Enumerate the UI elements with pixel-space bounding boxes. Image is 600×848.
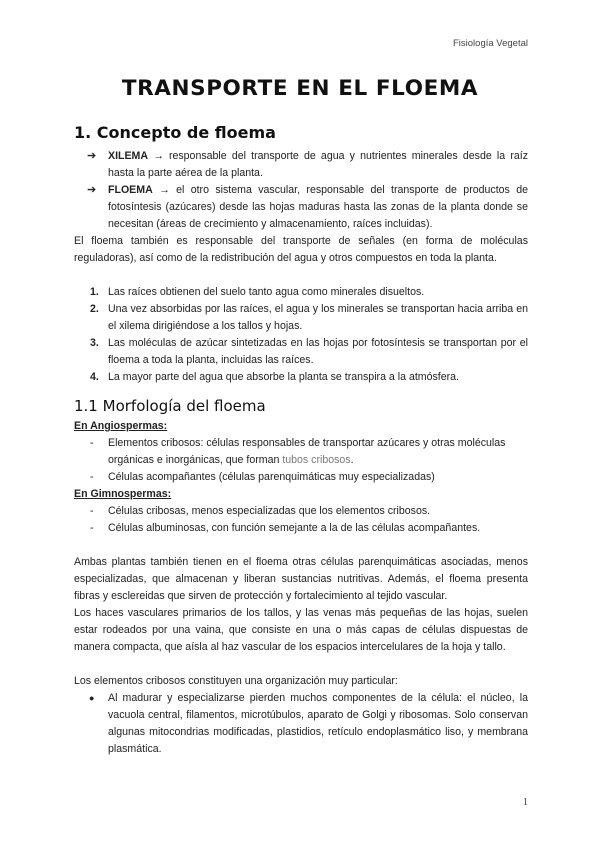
arrow-icon: ➔ <box>87 184 97 196</box>
subheading-gimnospermas: En Gimnospermas: <box>74 488 172 500</box>
list-number: 4. <box>90 371 99 383</box>
list-item-text: Células cribosas, menos especializadas que los elementos cribosos. <box>108 505 431 517</box>
list-item-text: Elementos cribosos: células responsables de transportar azúcares y otras moléculas orgánicas e inorgánicas, que forman <box>108 437 506 466</box>
xylem-phloem-list <box>74 148 528 233</box>
bullet-icon: ● <box>89 693 95 703</box>
list-item: - Células cribosas, menos especializadas que los elementos cribosos. <box>90 505 431 517</box>
list-item-text: La mayor parte del agua que absorbe la planta se transpira a la atmósfera. <box>108 371 459 383</box>
list-item-text: Células albuminosas, con función semejante a la de las células acompañantes. <box>108 522 481 534</box>
term-xilema: XILEMA <box>108 150 149 162</box>
list-item-text: . <box>350 454 354 466</box>
section-heading-morfologia: 1.1 Morfología del floema <box>74 397 266 415</box>
list-item <box>74 690 528 758</box>
list-number: 1. <box>90 286 99 298</box>
arrow-icon: ➔ <box>87 150 97 162</box>
paragraph: Los haces vasculares primarios de los tallos, y las venas más pequeñas de las hojas, suelen estar rodeados por una vaina, que consiste en una o más capas de células dispuestas de manera compacta, que aísla al haz vascular de los espacios intercelulares de la hoja y tallo. <box>74 607 528 653</box>
numbered-list <box>74 284 528 386</box>
list-item <box>74 182 528 233</box>
list-item <box>74 301 528 335</box>
term-description: → el otro sistema vascular, responsable del transporte de productos de fotosíntesis (azúcares) desde las hojas maduras hasta las zonas de la planta donde se necesitan (áreas de crecimiento y almacenamiento, raíces incluidas). <box>108 184 528 230</box>
page-number: 1 <box>523 797 528 808</box>
term-description: → responsable del transporte de agua y nutrientes minerales desde la raíz hasta la parte aérea de la planta. <box>108 150 528 179</box>
bullet-list <box>74 690 528 758</box>
paragraph: El floema también es responsable del transporte de señales (en forma de moléculas reguladoras), así como de la redistribución del agua y otros compuestos en toda la planta. <box>74 235 528 264</box>
subheading-angiospermas: En Angiospermas: <box>74 420 168 432</box>
paragraph: Ambas plantas también tienen en el floema otras células parenquimáticas asociadas, menos especializadas, que almacenan y liberan sustancias nutritivas. Además, el floema presenta fibras y esclereidas que sirven de protección y fortalecimiento al tejido vascular. <box>74 556 528 602</box>
angiosperm-list <box>74 435 528 486</box>
list-item-text: Las raíces obtienen del suelo tanto agua como minerales disueltos. <box>108 286 425 298</box>
list-item-text: Una vez absorbidas por las raíces, el agua y los minerales se transportan hacia arriba en el xilema dirigiéndose a los tallos y hojas. <box>108 303 528 332</box>
list-number: 3. <box>90 337 99 349</box>
list-item <box>74 335 528 369</box>
list-item <box>74 148 528 182</box>
gymnosperm-list <box>74 503 528 537</box>
page-content <box>74 123 528 758</box>
list-item: - Células acompañantes (células parenquimáticas muy especializadas) <box>90 471 435 483</box>
document-title: TRANSPORTE EN EL FLOEMA <box>121 76 479 101</box>
list-item-text: Al madurar y especializarse pierden muchos componentes de la célula: el núcleo, la vacuola central, filamentos, microtúbulos, aparato de Golgi y ribosomas. Solo conservan algunas mitocondrias modificadas, plastidios, retículo endoplasmático liso, y membrana plasmática. <box>108 692 528 755</box>
section-heading-concepto: 1. Concepto de floema <box>74 123 276 142</box>
list-item <box>74 284 528 301</box>
list-item: - Elementos cribosos: células responsables de transportar azúcares y otras moléculas orgánicas e inorgánicas, que forman tubos cribosos. <box>90 437 506 466</box>
running-header: Fisiología Vegetal <box>453 38 528 49</box>
list-item-text: Las moléculas de azúcar sintetizadas en las hojas por fotosíntesis se transportan por el floema a toda la planta, incluidas las raíces. <box>108 337 528 366</box>
list-item: - Células albuminosas, con función semejante a la de las células acompañantes. <box>90 522 481 534</box>
paragraph: Los elementos cribosos constituyen una organización muy particular: <box>74 675 398 687</box>
list-item <box>74 369 528 386</box>
list-item-text: Células acompañantes (células parenquimáticas muy especializadas) <box>108 471 435 483</box>
highlighted-term: tubos cribosos <box>282 454 351 466</box>
list-number: 2. <box>90 303 99 315</box>
term-floema: FLOEMA <box>108 184 153 196</box>
